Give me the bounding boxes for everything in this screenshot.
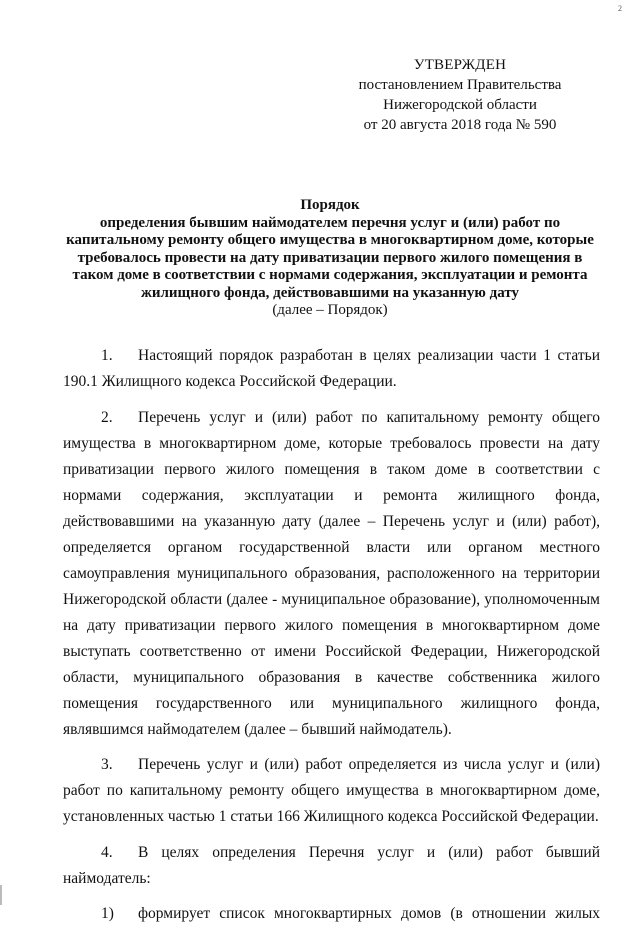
paragraph-text: В целях определения Перечня услуг и (или) работ бывший наймодатель:: [63, 843, 600, 887]
paragraph-3: [63, 752, 600, 830]
document-heading: [60, 197, 600, 320]
paragraph-number: 1.: [101, 347, 113, 364]
paragraph-text: Настоящий порядок разработан в целях реализации части 1 статьи 190.1 Жилищного кодекса Российской Федерации.: [63, 347, 600, 390]
paragraph-number: 4.: [101, 843, 113, 861]
document-subtitle: определения бывшим наймодателем перечня услуг и (или) работ по капитальному ремонту общего имущества в многоквартирном доме, которые требовалось провести на дату приватизации первого жилого помещения в таком доме в соответствии с нормами содержания, эксплуатации и ремонта жилищного фонда, действовавшими на указанную дату: [66, 214, 594, 301]
document-title: Порядок: [300, 197, 360, 213]
document-heading-note: (далее – Порядок): [272, 302, 388, 318]
paragraph-text: формирует список многоквартирных домов (в отношении жилых: [138, 905, 600, 922]
paragraph-number: 3.: [101, 756, 113, 773]
paragraph-text: Перечень услуг и (или) работ по капитальному ремонту общего имущества в многоквартирном доме, которые требовалось провести на дату приватизации первого жилого помещения в таком доме в соответствии с нормами содержания, эксплуатации и ремонта жилищного фонда, действовавшими на указанную дату (далее – Перечень услуг и (или) работ), определяется органом государственной власти или органом местного самоуправления муниципального образования, расположенного на территории Нижегородской области (далее - муниципальное образование), уполномоченным на дату приватизации первого жилого помещения в многоквартирном доме выступать соответственно от имени Российской Федерации, Нижегородской области, муниципального образования в качестве собственника жилого помещения государственного или муниципального жилищного фонда, являвшимся наймодателем (далее – бывший наймодатель).: [63, 408, 600, 738]
paragraph-1: [63, 343, 600, 395]
paragraph-number: 2.: [101, 408, 113, 426]
subparagraph-number: 1): [101, 905, 114, 922]
document-body: [63, 343, 600, 937]
paragraph-text: Перечень услуг и (или) работ определяется из числа услуг и (или) работ по капитальному ремонту общего имущества в многоквартирном доме, установленных частью 1 статьи 166 Жилищного кодекса Российской Федерации.: [63, 756, 600, 825]
approval-block: [330, 55, 590, 135]
page-corner-mark: 2: [618, 4, 622, 13]
approval-line-3: от 20 августа 2018 года № 590: [363, 117, 557, 133]
approval-title: УТВЕРЖДЕН: [413, 57, 507, 73]
approval-line-1: постановлением Правительства: [358, 77, 562, 93]
paragraph-2: [63, 405, 600, 743]
scan-edge-mark: [0, 885, 2, 905]
paragraph-4: [63, 840, 600, 892]
approval-line-2: Нижегородской области: [383, 97, 537, 113]
